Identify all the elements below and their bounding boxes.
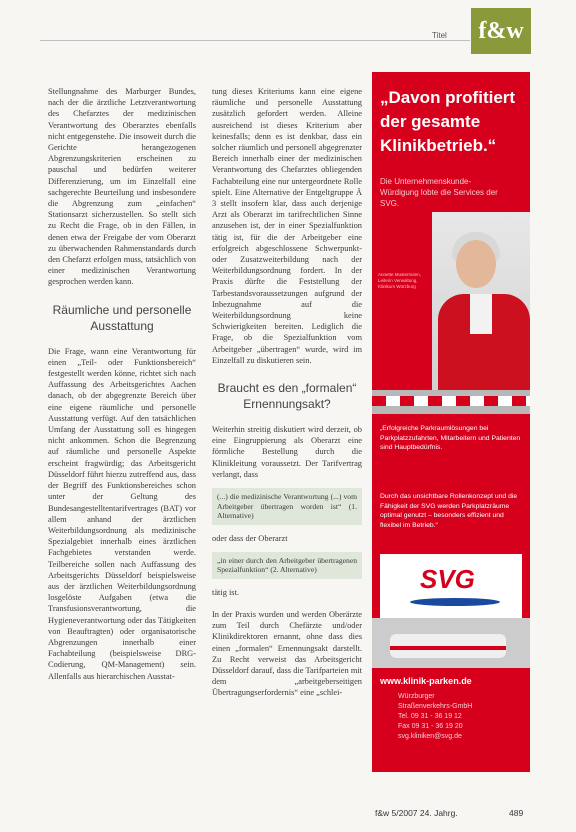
ad-url-link[interactable]: www.klinik-parken.de [380, 676, 472, 686]
quote-box: „in einer durch den Arbeitgeber übertragenen Spezialfunktion“ (2. Alternative) [212, 552, 362, 579]
logo-swoosh [410, 598, 500, 606]
svg-logo: SVG [420, 564, 475, 594]
header-rule [40, 40, 470, 41]
portrait-photo [432, 212, 530, 402]
advertisement[interactable] [372, 72, 530, 772]
face-shape [456, 240, 496, 288]
ad-contact [398, 692, 524, 742]
contact-line: Straßenverkehrs-GmbH [398, 703, 473, 710]
photo-caption: Annette Mustermann, Leiterin Verwaltung, Klinikum Würzburg [378, 272, 422, 289]
column-2 [212, 86, 362, 699]
car-stripe [390, 646, 506, 650]
contact-line: Fax 09 31 - 36 19 20 [398, 723, 463, 730]
vehicle-image [372, 618, 530, 668]
contact-line: Tel. 09 31 - 36 19 12 [398, 713, 462, 720]
paragraph: tätig ist. [212, 587, 239, 597]
ad-body-text: Durch das unsichtbare Rollenkonzept und die Fähigkeit der SVG werden Parkplatzräume optimal genutzt – besonders effizient und flexibel im Betrieb.“ [380, 493, 518, 529]
paragraph: tung dieses Kriteriums kann eine eigene räumliche und personelle Ausstattung zusätzlich gefordert werden. Alleine ausreichend ist dieses Kriterium aber keinesfalls; denn es ist denkbar, dass ein solcher räumlich und personell abgegrenzter Bereich innerhalb einer der medizinischen Verantwortung des Chefarztes obliegenden Fachabteilung eine nur untergeordnete Rolle spielt. Eine Alternative der Entgeltgruppe Ä 3 stellt insofern klar, dass auch derjenige Arzt als Oberarzt im tarifrechtlichen Sinne anzusehen ist, der in einer Spezialfunktion tätig ist, für die der Arbeitgeber eine erfolgreich abgeschlossene Schwerpunkt- oder Zusatzweiterbildung nach der Weiterbildungsordnung fordert. In der Praxis dürfte die Feststellung der Tarbestandsvoraussetzungen aufgrund der Inbezugnahme auf die Weiterbildungsordnung keine Schwierigkeiten bereiten. Lediglich die Frage, ob die Spezialfunktion vom Arbeitgeber „übertragen“ wurde, wird im Einzelfall zu diskutieren sein. [212, 87, 362, 365]
contact-email[interactable]: svg.kliniken@svg.de [398, 733, 462, 740]
paragraph: Stellungnahme des Marburger Bundes, nach der die ärztliche Letztverantwortung des Chefarztes der medizinischen Verantwortung des Oberarztes ebenfalls nicht entgegenstehe. Die insoweit durch die Gerichte herangezogenen Abgrenzungskriterien erscheinen zu pauschal und bedürfen weiterer Differenzierung, um im Einzelfall eine sachgerechte Beurteilung und insbesondere die Abgrenzung zum „einfachen“ Stationsarzt sicherzustellen. So stellt sich zu Recht die Frage, ob in den Fällen, in denen etwa der Freigabe der vom Oberarzt zu überwachenden Rahmenstandards durch den Chefarzt erfolgen muss, tatsächlich von einer medizinischen Verantwortung gesprochen werden kann. [48, 87, 196, 287]
paragraph: In der Praxis wurden und werden Oberärzte zum Teil durch Chefärzte und/oder Klinikdirektoren ernannt, ohne dass dies einen „formalen“ Ernennungsakt darstellt. Zu Recht verweist das Arbeitsgericht Düsseldorf darauf, dass die Tarifparteien mit dem „arbeitgeberseitigen Übertragungserfordernis“ eine „schlei- [212, 610, 362, 698]
paragraph: oder dass der Oberarzt [212, 533, 288, 543]
issue-info: f&w 5/2007 24. Jahrg. [375, 808, 458, 818]
blouse-shape [470, 294, 492, 334]
barrier-arm [372, 396, 530, 406]
page-number: 489 [509, 808, 524, 818]
section-heading: Räumliche und personelle Ausstattung [52, 302, 192, 333]
column-1 [48, 86, 196, 682]
quote-box: (...) die medizinische Verantwortung (...) vom Arbeitgeber übertragen worden ist“ (1. Alternative) [212, 488, 362, 525]
ad-body-text: „Erfolgreiche Parkraumlösungen bei Parkplatzzufahrten, Mitarbeitern und Patienten sind Hauptbedürfnis. [380, 425, 521, 451]
paragraph: Die Frage, wann eine Verantwortung für einen „Teil- oder Funktionsbereich“ festgestellt werden könne, richtet sich nach Auffassung des Arbeitsgerichtes Aachen danach, ob der abgegrenzte Bereich über eine eigene räumliche und personelle Ausstattung verfügt. Auf den tatsächlichen Umfang der Ausstattung soll es hingegen nicht ankommen. Schon die Begrenzung auf räumliche und personelle Aspekte erscheint fragwürdig; das Arbeitsgericht Düsseldorf führt hierzu zutreffend aus, dass der Begriff des Funktionsbereiches schon unter der Geltung des Bundesangestelltentarifvertrages (BAT) vor allem anhand der ärztlichen Weiterbildungsordnung als medizinische Spezialgebiet innerhalb eines ärztlichen Fachgebietes verstanden werde. Teilbereiche sollen nach Auffassung des Arbeitsgerichts Düsseldorf beispielsweise aus der ärztlichen Weiterbildungsordnung losgelöste Aufgaben (etwa die Transfusionsverantwortung, die Hygieneverantwortung oder das Tätigkeiten von Beauftragten) oder organisatorische Abgrenzungen innerhalb einer Fachabteilung (beispielsweise DRG-Codierung, QM-Management) sein. Allenfalls aus hierarchischen Ausstat- [48, 346, 196, 681]
ad-subheadline: Die Unternehmenskunde-Würdigung lobte die Services der SVG. [380, 177, 498, 208]
magazine-logo: f&w [471, 8, 531, 54]
ad-headline: „Davon profitiert der gesamte Klinikbetrieb.“ [380, 88, 516, 155]
paragraph: Weiterhin streitig diskutiert wird derzeit, ob eine Eingruppierung als Oberarzt eine förmliche Bestellung durch die Klinikleitung voraussetzt. Der Tarifvertrag verlangt, dass [212, 425, 362, 479]
section-heading: Braucht es den „formalen“ Ernennungsakt? [217, 381, 357, 412]
section-label: Titel [432, 31, 447, 40]
svg-logo-panel [380, 554, 522, 624]
contact-line: Würzburger [398, 693, 435, 700]
